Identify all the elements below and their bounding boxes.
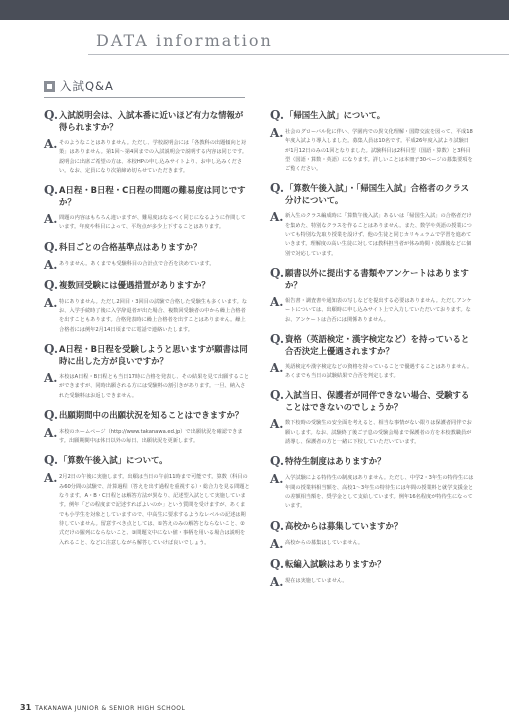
- answer-text: 報告書・調査書や通知表の写しなどを提出する必要はありません。ただしアンケートについては、出願時に申し込みサイト上で入力していただいております。なお、アンケートは合否には関係ありません。: [285, 297, 472, 323]
- section-heading: [44, 78, 114, 94]
- qa-item: [44, 342, 250, 401]
- a-marker: A.: [44, 370, 58, 385]
- a-marker: A.: [270, 472, 284, 487]
- qa-item: [44, 183, 250, 233]
- answer-text: 現在は実施していません。: [285, 577, 348, 584]
- a-marker: A.: [44, 425, 58, 440]
- q-marker: Q.: [270, 518, 285, 533]
- question-text: 「帰国生入試」について。: [285, 110, 386, 120]
- qa-item: [270, 388, 474, 447]
- square-bullet-icon: [44, 81, 55, 92]
- qa-item: [44, 278, 250, 335]
- q-marker: Q.: [44, 108, 59, 122]
- question-text: 資格（英語検定・漢字検定など）を持っていると合否決定上優遇されますか？: [285, 333, 470, 356]
- q-marker: Q.: [44, 407, 59, 422]
- qa-item: [44, 108, 250, 176]
- qa-item: [270, 266, 474, 325]
- question-text: A日程・B日程・C日程の問題の難易度は同じですか？: [59, 185, 246, 208]
- question-text: 複数回受験には優遇措置がありますか？: [59, 279, 210, 290]
- left-column: [44, 108, 250, 555]
- q-marker: Q.: [270, 388, 285, 403]
- page-number: 31: [20, 703, 32, 712]
- question-text: A日程・B日程を受験しようと思いますが願書は同時に出した方が良いですか？: [59, 343, 248, 366]
- q-marker: Q.: [44, 183, 59, 198]
- page-footer: [20, 703, 185, 712]
- question-text: 願書以外に提出する書類やアンケートはありますか？: [285, 267, 469, 290]
- section-divider: [44, 97, 245, 98]
- q-marker: Q.: [44, 341, 59, 356]
- question-text: 高校からは募集していますか？: [285, 520, 403, 531]
- answer-text: 入学試験による特待生の制度はありません。ただし、中学2・3年生の特待生には年間の授業料相当額を、高校1〜3年生の特待生には年間の授業料と就学支援金との差額相当額を、奨学金として支給しています。例年16名程度が特待生になっています。: [285, 475, 474, 510]
- question-text: 入試説明会は、入試本番に近いほど有力な情報が得られますか？: [59, 110, 244, 132]
- top-bar: [0, 0, 509, 20]
- answer-text: 高校からの募集はしていません。: [285, 539, 364, 546]
- qa-item: [270, 108, 474, 174]
- a-marker: A.: [270, 294, 284, 309]
- a-marker: A.: [44, 137, 58, 151]
- a-marker: A.: [44, 295, 58, 310]
- q-marker: Q.: [44, 277, 59, 292]
- page-header-title: DATA information: [96, 31, 273, 50]
- qa-item: [44, 240, 250, 271]
- question-text: 入試当日、保護者が同伴できない場合、受験することはできないのでしょうか？: [285, 390, 470, 413]
- section-title: 入試Q&A: [60, 79, 114, 93]
- qa-item: [270, 557, 474, 588]
- question-text: 転編入試験はありますか？: [285, 558, 386, 569]
- answer-text: 新入生のクラス編成時に「算数午後入試」あるいは「帰国生入試」の合格者だけを集めた、特別なクラスを作ることはありません。また、数学や英語の授業についても特別な先取り授業を設けず、他の生徒と同じカリキュラムで学習を進めていきます。理解度の高い生徒に対しては教科担当者が休み時間・放課後などに個別で対応しています。: [285, 213, 472, 257]
- q-marker: Q.: [270, 265, 285, 280]
- q-marker: Q.: [270, 454, 285, 469]
- answer-text: 特にありません。ただし2回目・3回目の試験で合格した受験生も多くいます。なお、入学手続時了後に入学辞退者が出た場合、複数回受験者の中から繰上合格者を出すこともあります。合格発表時に繰上合格者を出すことはありません。繰上合格者には例年2月14日頃までに電話で連絡いたします。: [59, 298, 248, 333]
- q-marker: Q.: [270, 556, 285, 571]
- q-marker: Q.: [270, 331, 285, 346]
- answer-text: 本校はA日程・B日程とも当日17時に合格を発表し、その結果を見て出願することができますが、同時出願される方には受験料の割引きがあります。一旦、納入された受験料はお返しできません。: [59, 373, 250, 399]
- a-marker: A.: [44, 212, 58, 227]
- a-marker: A.: [44, 471, 58, 486]
- answer-text: 問題の内容はもちろん違いますが、難易度はなるべく同じになるように作問しています。年度や科目によって、平均点が多少上下することはあります。: [59, 215, 246, 231]
- question-text: 出願期間中の出願状況を知ることはできますか？: [59, 409, 244, 420]
- answer-text: 社会のグローバル化に伴い、学園内での異文化理解・国際交流を図って、平成18年度入試より導入しました。募集人員は10名です。平成26年度入試より試験日が1月12日のみの1回となりました。試験科目は2科目型（国語・算数）と3科目型（国語・算数・英語）になります。詳しいことは本冊子30ページの募集要項をご覧ください。: [285, 129, 473, 173]
- q-marker: Q.: [270, 181, 285, 196]
- answer-text: 本校のホームページ（http://www.takanawa.ed.jp）で出願状況を確認できます。出願期間中は休日以外の毎日、出願状況を更新します。: [59, 428, 243, 445]
- a-marker: A.: [270, 574, 284, 589]
- a-marker: A.: [270, 417, 284, 432]
- qa-item: [270, 181, 474, 258]
- qa-item: [270, 454, 474, 511]
- question-text: 科目ごとの合格基準点はありますか？: [59, 241, 202, 252]
- a-marker: A.: [270, 126, 284, 140]
- q-marker: Q.: [270, 108, 285, 122]
- q-marker: Q.: [44, 453, 59, 468]
- answer-text: 英語検定や漢字検定などの資格を持っていることで優遇することはありません。あくまでも当日の試験結果で合否を判定します。: [285, 363, 473, 380]
- qa-item: [270, 332, 474, 382]
- qa-item: [270, 519, 474, 550]
- a-marker: A.: [270, 536, 284, 551]
- right-column: [270, 108, 474, 595]
- q-marker: Q.: [44, 239, 59, 254]
- qa-item: [44, 453, 250, 547]
- answer-text: 2月2日の午後に実施します。出願は当日の午前11時まで可能です。算数（科目のみ60分間の試験で、計算過程（答えを出す過程を重視する）・総合力を見る問題となります。A・B・C日程とは解答方法が異なり、記述型入試として実施しています。例年「どの程度まで記述すればよいのか」という質問を受けますが、あくまでも小学生を対象としていますので、中高生に要求するようなレベルの記述は期待していません。留意すべき点としては、①答えのみの解答とならないこと、②式だけの羅列にならないこと、③問題文中にない値・事柄を用いる場合は説明を入れること、などに注意しながら解答していけば良いでしょう。: [59, 474, 250, 546]
- question-text: 「算数午後入試」・「帰国生入試」合格者のクラス分けについて。: [285, 183, 469, 206]
- a-marker: A.: [44, 257, 58, 272]
- header-divider: [88, 54, 509, 55]
- answer-text: ありません。あくまでも受験科目の合計点で合否を決めています。: [59, 260, 215, 267]
- question-text: 特待生制度はありますか？: [285, 456, 386, 467]
- answer-text: そのようなことはありません。ただし、学校説明会には「各教科の出題傾向と対策」はありません。第1回〜第4回までの入試説明会で説明する内容は同じです。説明会に出席ご希望の方は、本校HPの申し込みサイトより、お申し込みください。なお、定員になり次第締め切らせていただきます。: [59, 140, 248, 174]
- question-text: 「算数午後入試」について。: [59, 455, 168, 466]
- qa-item: [44, 408, 250, 447]
- a-marker: A.: [270, 360, 284, 375]
- school-name: TAKANAWA JUNIOR & SENIOR HIGH SCHOOL: [35, 705, 186, 712]
- a-marker: A.: [270, 210, 284, 225]
- answer-text: 数下校時の受験生の安全面を考えると、相当な事情がない限りは保護者同伴でお願いします。なお、試験終了後ご子息の受験会場まで保護者の方を本校教職員が誘導し、保護者の方と一緒に下校していただいています。: [285, 420, 472, 446]
